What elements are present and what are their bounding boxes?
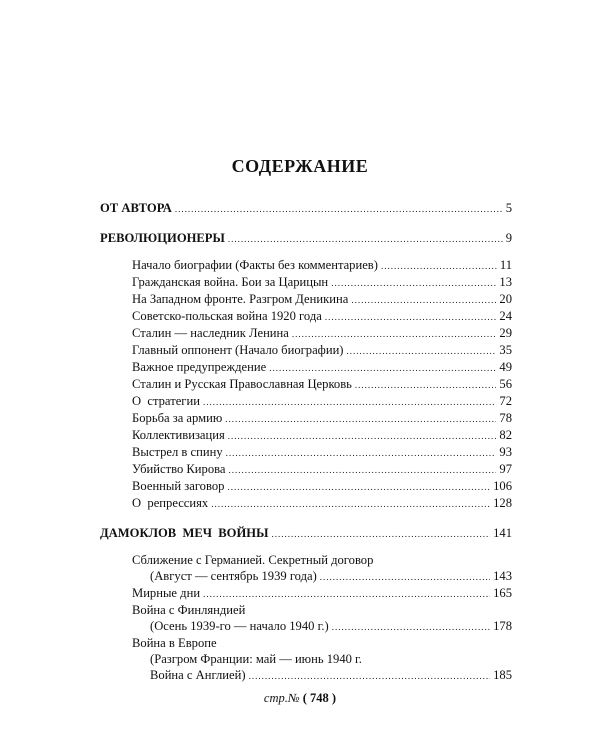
toc-entry-label: Начало биографии (Факты без комментариев) [132, 258, 378, 272]
toc-page-number: 143 [493, 569, 512, 583]
toc-section-title: РЕВОЛЮЦИОНЕРЫ [100, 231, 225, 245]
toc-entry-label: Сталин — наследник Ленина [132, 326, 289, 340]
toc-entry[interactable] [100, 274, 512, 291]
toc-entry[interactable] [100, 325, 512, 342]
toc-entry[interactable] [100, 444, 512, 461]
page-number: ( 748 ) [302, 691, 337, 705]
toc-entry[interactable] [100, 552, 512, 568]
toc-entry[interactable] [100, 393, 512, 410]
leader-dots [269, 359, 496, 376]
toc-entry[interactable] [100, 585, 512, 602]
toc-page-number: 9 [505, 231, 512, 245]
toc-page-number: 82 [499, 428, 512, 442]
toc-entry[interactable] [100, 257, 512, 274]
toc-page-number: 35 [499, 343, 512, 357]
toc-entry-label: Убийство Кирова [132, 462, 226, 476]
toc-entry-label: (Разгром Франции: май — июнь 1940 г. [150, 652, 362, 666]
toc-page-number: 24 [499, 309, 512, 323]
toc-entry[interactable] [100, 478, 512, 495]
leader-dots [229, 461, 497, 478]
toc-entry-label: Мирные дни [132, 586, 201, 600]
page-title: СОДЕРЖАНИЕ [231, 156, 369, 176]
leader-dots [203, 585, 490, 602]
toc-entry[interactable] [100, 308, 512, 325]
leader-dots [271, 525, 490, 542]
toc-entry[interactable] [100, 461, 512, 478]
toc-entry-label: О репрессиях [132, 496, 209, 510]
toc-entry-label: (Август — сентябрь 1939 года) [150, 569, 317, 583]
toc-entry[interactable] [100, 635, 512, 651]
leader-dots [228, 230, 503, 247]
leader-dots [381, 257, 497, 274]
toc-entry-label: Гражданская война. Бои за Царицын [132, 275, 329, 289]
toc-page-number: 185 [493, 668, 512, 682]
leader-dots [175, 200, 503, 217]
toc-page-number: 20 [499, 292, 512, 306]
toc-section[interactable] [100, 200, 512, 217]
toc-entry-label: Сталин и Русская Православная Церковь [132, 377, 352, 391]
toc-page-number: 78 [499, 411, 512, 425]
toc-entry-continuation[interactable] [100, 568, 512, 585]
toc-section[interactable] [100, 525, 512, 542]
toc-entry[interactable] [100, 495, 512, 512]
table-of-contents [100, 200, 512, 684]
toc-page-number: 97 [499, 462, 512, 476]
toc-page-number: 72 [499, 394, 512, 408]
toc-section[interactable] [100, 230, 512, 247]
toc-page-number: 106 [493, 479, 512, 493]
toc-entry-label: Сближение с Германией. Секретный договор [132, 553, 374, 567]
footer-prefix: стр.№ [263, 691, 300, 705]
leader-dots [249, 667, 491, 684]
toc-entry-label: Война с Финляндией [132, 603, 246, 617]
toc-page-number: 165 [493, 586, 512, 600]
toc-entry-label: Война в Европе [132, 636, 217, 650]
toc-page-number: 5 [505, 201, 512, 215]
toc-page-number: 29 [499, 326, 512, 340]
leader-dots [331, 274, 496, 291]
toc-page-number: 56 [499, 377, 512, 391]
leader-dots [225, 410, 496, 427]
leader-dots [227, 478, 490, 495]
toc-entry[interactable] [100, 602, 512, 618]
toc-page-number: 141 [493, 526, 512, 540]
toc-entry-label: Главный оппонент (Начало биографии) [132, 343, 344, 357]
toc-entry[interactable] [100, 342, 512, 359]
leader-dots [211, 495, 490, 512]
page-footer [0, 691, 600, 706]
toc-entry-label: О стратегии [132, 394, 200, 408]
leader-dots [203, 393, 496, 410]
toc-section-title: ОТ АВТОРА [100, 201, 172, 215]
toc-entry-label: Борьба за армию [132, 411, 223, 425]
toc-page-number: 49 [499, 360, 512, 374]
toc-entry-label: (Осень 1939-го — начало 1940 г.) [150, 619, 329, 633]
toc-entry-label: Советско-польская война 1920 года [132, 309, 322, 323]
toc-page-number: 128 [493, 496, 512, 510]
leader-dots [332, 618, 490, 635]
toc-entry-label: Выстрел в спину [132, 445, 223, 459]
toc-section-title: ДАМОКЛОВ МЕЧ ВОЙНЫ [100, 526, 269, 540]
leader-dots [228, 427, 497, 444]
toc-entry-label: Важное предупреждение [132, 360, 267, 374]
leader-dots [355, 376, 496, 393]
toc-entry-label: На Западном фронте. Разгром Деникина [132, 292, 349, 306]
toc-entry-continuation[interactable] [100, 667, 512, 684]
leader-dots [351, 291, 496, 308]
toc-page-number: 178 [493, 619, 512, 633]
toc-entry-label: Военный заговор [132, 479, 225, 493]
toc-entry[interactable] [100, 291, 512, 308]
toc-entry-continuation[interactable] [100, 651, 512, 667]
leader-dots [347, 342, 497, 359]
toc-entry-label: Коллективизация [132, 428, 225, 442]
leader-dots [292, 325, 497, 342]
leader-dots [226, 444, 497, 461]
toc-entry[interactable] [100, 410, 512, 427]
toc-page-number: 93 [499, 445, 512, 459]
leader-dots [325, 308, 497, 325]
toc-entry[interactable] [100, 359, 512, 376]
toc-entry-label: Война с Англией) [150, 668, 246, 682]
toc-page-number: 13 [499, 275, 512, 289]
toc-entry[interactable] [100, 376, 512, 393]
toc-entry-continuation[interactable] [100, 618, 512, 635]
leader-dots [320, 568, 490, 585]
toc-entry[interactable] [100, 427, 512, 444]
toc-page-number: 11 [499, 258, 512, 272]
